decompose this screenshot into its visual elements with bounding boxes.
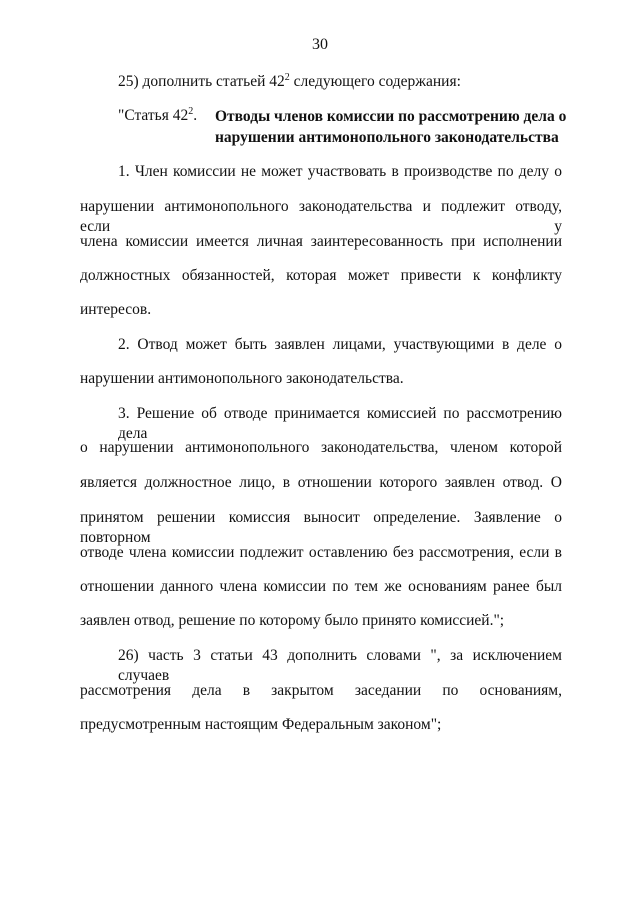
item-26-line-2: рассмотрения дела в закрытом заседании по основаниям, [80, 682, 562, 699]
paragraph-3-line-7: заявлен отвод, решение по которому было принято комиссией."; [80, 612, 505, 629]
article-label-before: "Статья 42 [118, 107, 189, 124]
article-label-after: . [193, 107, 198, 124]
paragraph-2-line-1: 2. Отвод может быть заявлен лицами, участвующими в деле о [118, 336, 562, 353]
item-25-text-after: следующего содержания: [289, 73, 461, 90]
paragraph-1-line-2: нарушении антимонопольного законодательства и подлежит отводу, если у [80, 198, 562, 235]
item-26-line-3: предусмотренным настоящим Федеральным законом"; [80, 716, 442, 733]
article-title-line-2: нарушении антимонопольного законодательства [215, 129, 559, 146]
paragraph-1-line-5: интересов. [80, 301, 152, 318]
article-title [215, 106, 565, 148]
item-25-text-before: 25) дополнить статьей 42 [118, 73, 285, 90]
article-label [118, 106, 197, 126]
paragraph-1-line-3: члена комиссии имеется личная заинтересованность при исполнении [80, 233, 562, 250]
article-title-line-1: Отводы членов комиссии по рассмотрению дела о [215, 108, 567, 125]
paragraph-3-line-4: принятом решении комиссия выносит определение. Заявление о повторном [80, 509, 562, 546]
paragraph-3-line-5: отводе члена комиссии подлежит оставлению без рассмотрения, если в [80, 544, 562, 561]
paragraph-1-line-1: 1. Член комиссии не может участвовать в производстве по делу о [118, 163, 562, 180]
item-25-superscript: 2 [284, 71, 290, 83]
paragraph-1-line-4: должностных обязанностей, которая может привести к конфликту [80, 267, 562, 284]
article-label-superscript: 2 [188, 105, 194, 117]
paragraph-2-line-2: нарушении антимонопольного законодательства. [80, 370, 404, 387]
item-25-line [118, 72, 562, 92]
paragraph-3-line-6: отношении данного члена комиссии по тем же основаниям ранее был [80, 578, 562, 595]
paragraph-3-line-1: 3. Решение об отводе принимается комиссией по рассмотрению дела [118, 405, 562, 442]
item-26-line-1: 26) часть 3 статьи 43 дополнить словами ", за исключением случаев [118, 647, 562, 684]
page-number: 30 [312, 36, 328, 53]
paragraph-3-line-2: о нарушении антимонопольного законодательства, членом которой [80, 439, 562, 456]
paragraph-3-line-3: является должностное лицо, в отношении которого заявлен отвод. О [80, 474, 562, 491]
